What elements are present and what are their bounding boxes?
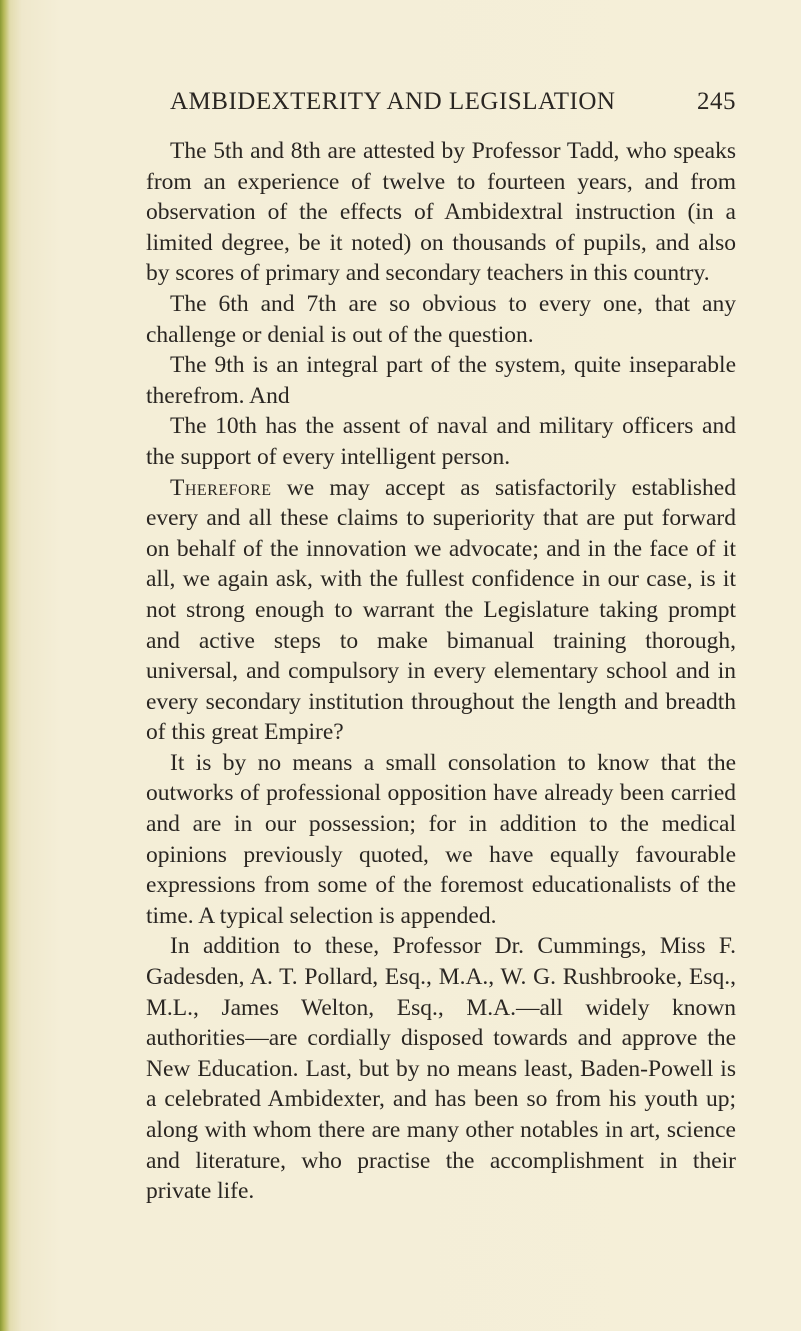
page-number: 245 bbox=[697, 88, 736, 115]
paragraph-5-text: we may accept as satisfactorily established every and all these claims to superiority that are put forward on behalf of the innovation we advocate; and in the face of it all, we again ask, with the fullest confidence in our case, is it not strong enough to warrant the Legislature taking prompt and active steps to make bimanual training thorough, universal, and compulsory in every elementary school and in every secondary institution throughout the length and breadth of this great Empire? bbox=[146, 474, 736, 746]
paragraph-7: In addition to these, Professor Dr. Cummings, Miss F. Gadesden, A. T. Pollard, Esq., M.A., W. G. Rushbrooke, Esq., M.L., James Welton, Esq., M.A.—all widely known authorities—are cordially disposed towards and approve the New Education. Last, but by no means least, Baden-Powell is a celebrated Ambidexter, and has been so from his youth up; along with whom there are many other notables in art, science and literature, who practise the accomplishment in their private life. bbox=[146, 933, 736, 1205]
paragraph-1: The 5th and 8th are attested by Professor Tadd, who speaks from an experience of twelve to fourteen years, and from observation of the effects of Ambidextral instruction (in a limited degree, be it noted) on thousands of pupils, and also by scores of primary and secondary teachers in this country. bbox=[146, 138, 736, 287]
therefore-lead: Therefore bbox=[170, 474, 272, 501]
running-head bbox=[170, 88, 736, 116]
paragraph-3: The 9th is an integral part of the system, quite inseparable therefrom. And bbox=[146, 352, 736, 409]
paragraph-5 bbox=[146, 473, 736, 748]
paragraph-2: The 6th and 7th are so obvious to every one, that any challenge or denial is out of the question. bbox=[146, 290, 736, 348]
running-head-title: AMBIDEXTERITY AND LEGISLATION bbox=[170, 88, 616, 115]
paragraph-4: The 10th has the assent of naval and military officers and the support of every intelligent person. bbox=[146, 413, 736, 470]
paragraph-6: It is by no means a small consolation to know that the outworks of professional opposition have already been carried and are in our possession; for in addition to the medical opinions previously quoted, we have equally favourable expressions from some of the foremost educationalists of the time. A typical selection is appended. bbox=[146, 749, 736, 929]
body-text bbox=[146, 136, 736, 1207]
